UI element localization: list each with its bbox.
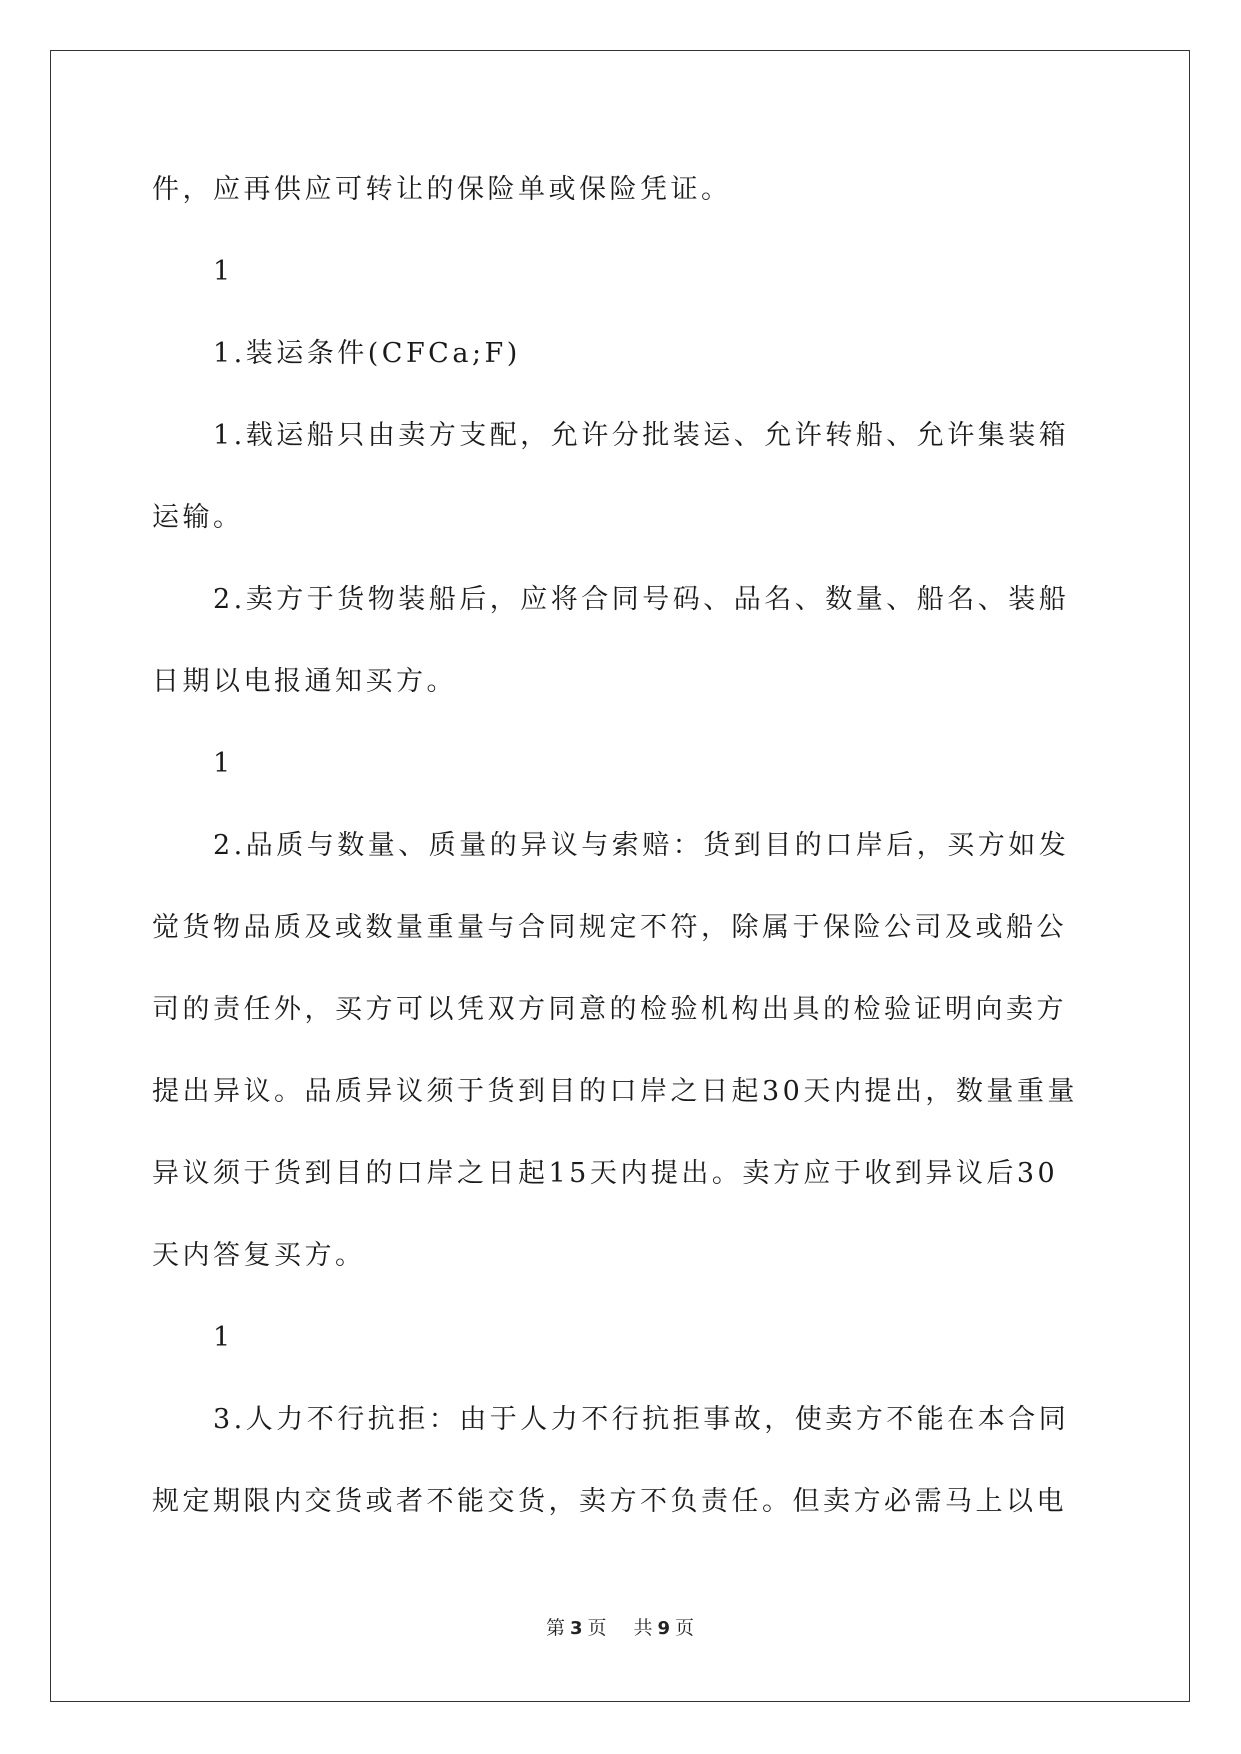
text-line: 异议须于货到目的口岸之日起15天内提出。卖方应于收到异议后30: [152, 1158, 1059, 1189]
text-line: 天内答复买方。: [152, 1240, 366, 1271]
text-line: 运输。: [152, 502, 244, 533]
text-line: 1: [213, 1322, 234, 1353]
text-line: 1: [213, 256, 234, 287]
document-body: [152, 163, 1092, 1529]
total-suffix: 页: [675, 1617, 696, 1639]
text-line: 2.卖方于货物装船后，应将合同号码、品名、数量、船名、装船: [213, 584, 1070, 615]
page-prefix: 第: [545, 1617, 566, 1639]
text-line: 件，应再供应可转让的保险单或保险凭证。: [152, 174, 732, 205]
page-number: 3: [569, 1618, 584, 1639]
text-line: 日期以电报通知买方。: [152, 666, 457, 697]
text-line: 1.载运船只由卖方支配，允许分批装运、允许转船、允许集装箱: [213, 420, 1070, 451]
text-line: 1: [213, 748, 234, 779]
text-line: 规定期限内交货或者不能交货，卖方不负责任。但卖方必需马上以电: [152, 1486, 1067, 1517]
text-line: 司的责任外，买方可以凭双方同意的检验机构出具的检验证明向卖方: [152, 994, 1067, 1025]
page-suffix: 页: [587, 1617, 608, 1639]
text-line: 3.人力不行抗拒：由于人力不行抗拒事故，使卖方不能在本合同: [213, 1404, 1070, 1435]
text-line: 提出异议。品质异议须于货到目的口岸之日起30天内提出，数量重量: [152, 1076, 1078, 1107]
text-line: 2.品质与数量、质量的异议与索赔：货到目的口岸后，买方如发: [213, 830, 1070, 861]
total-prefix: 共: [633, 1617, 654, 1639]
section-heading: 1.装运条件(CFCa;F): [213, 338, 521, 369]
total-pages: 9: [657, 1618, 672, 1639]
text-line: 觉货物品质及或数量重量与合同规定不符，除属于保险公司及或船公: [152, 912, 1067, 943]
page-footer: [0, 1613, 1241, 1640]
